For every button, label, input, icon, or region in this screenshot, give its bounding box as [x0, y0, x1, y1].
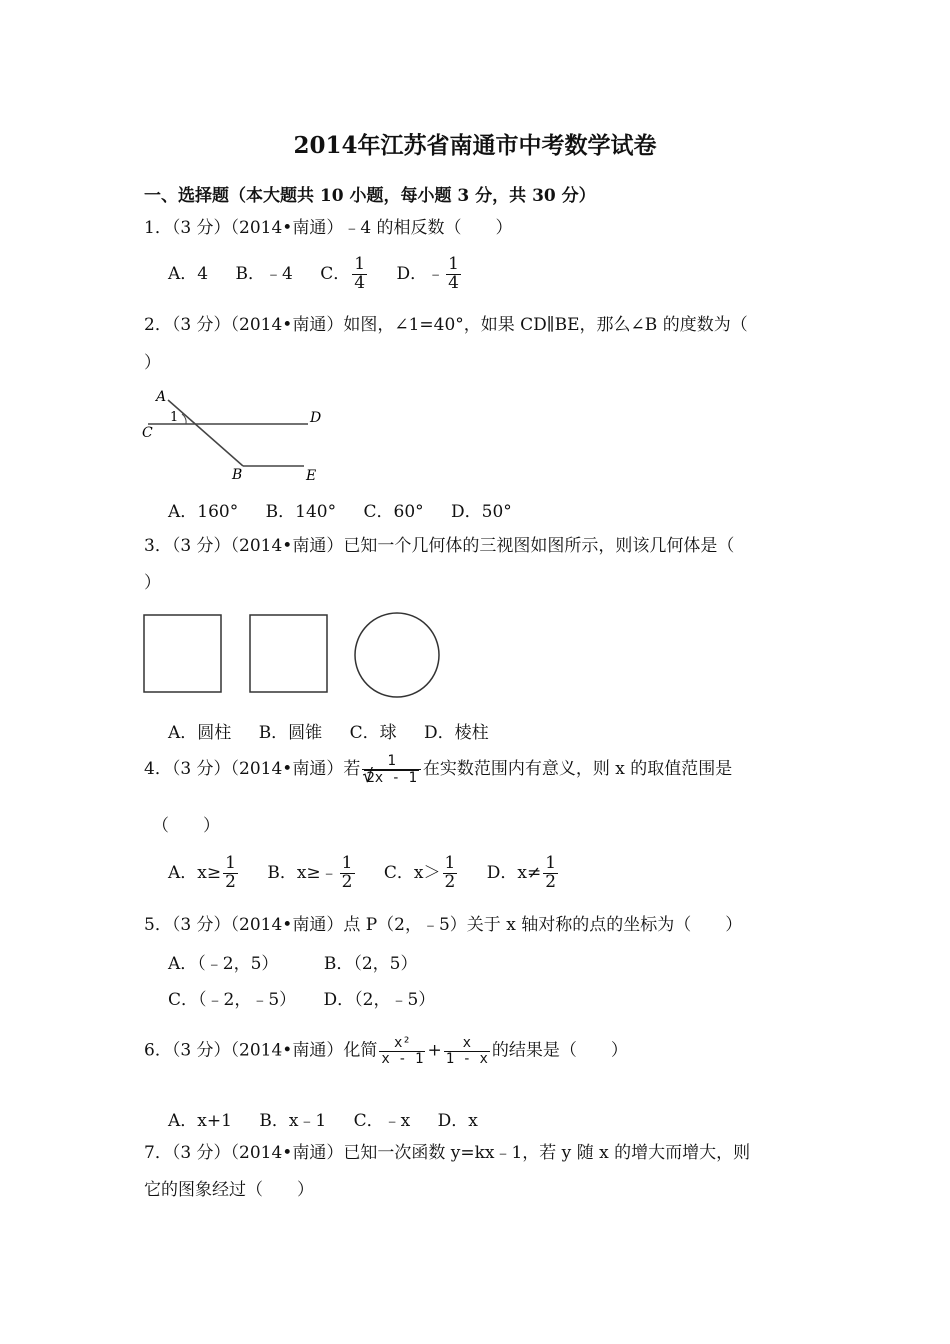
q2-option-c: C．60° — [363, 502, 424, 522]
question-5-options-row1 — [168, 949, 417, 974]
q1-option-a: A．4 — [168, 263, 209, 284]
question-5-stem: 5．（3 分）（2014•南通）点 P（2，﹣5）关于 x 轴对称的点的坐标为（ ） — [144, 915, 743, 935]
q2-option-d: D．50° — [451, 502, 512, 522]
fraction-numerator: 1 — [448, 254, 459, 274]
q1-option-b: B．﹣4 — [235, 263, 293, 284]
q6-option-b: B．x﹣1 — [259, 1111, 327, 1131]
fraction-numerator: x² — [379, 1036, 425, 1052]
half-fraction — [223, 855, 238, 892]
q1-option-c — [320, 254, 369, 293]
q4-option-a — [168, 853, 240, 892]
radicand: 2x - 1 — [366, 769, 417, 786]
fraction-denominator: 1 - x — [445, 1050, 488, 1067]
fraction-numerator: 1 — [354, 254, 366, 274]
q6-fraction-2 — [444, 1036, 490, 1066]
q2-parallel-lines-figure — [138, 384, 338, 488]
label-b: B — [232, 467, 243, 483]
q2-option-b: B．140° — [265, 502, 337, 522]
fraction-numerator: x — [444, 1036, 490, 1052]
q4-stem-suffix: 在实数范围内有意义，则 x 的取值范围是 — [422, 759, 733, 780]
question-2-options — [168, 497, 512, 522]
fraction-numerator: 1 — [444, 853, 456, 873]
question-5-options-row2 — [168, 985, 435, 1010]
q5-option-d: D．（2，﹣5） — [323, 990, 436, 1010]
q1-fraction-d — [446, 256, 461, 293]
question-4-stem — [144, 754, 732, 785]
plus-sign: + — [427, 1040, 442, 1061]
q4-stem-prefix: 4．（3 分）（2014•南通）若 — [144, 759, 361, 780]
q6-option-a: A．x+1 — [168, 1111, 232, 1131]
q4-option-d — [486, 853, 560, 892]
q1-option-d-label: D．﹣ — [396, 263, 445, 284]
half-fraction — [443, 855, 458, 892]
top-view-circle — [355, 613, 439, 697]
q4-option-c-label: C．x＞ — [383, 862, 441, 883]
question-4-stem-line2: （ ） — [152, 816, 220, 836]
question-1-stem: 1．（3 分）（2014•南通）﹣4 的相反数（ ） — [144, 218, 513, 238]
transversal-ab — [168, 400, 243, 466]
half-fraction — [543, 855, 558, 892]
q2-option-a: A．160° — [168, 502, 239, 522]
fraction-denominator: 4 — [354, 272, 366, 293]
q6-stem-prefix: 6．（3 分）（2014•南通）化简 — [144, 1040, 378, 1061]
question-4-options — [168, 855, 560, 892]
question-7-stem-line2: 它的图象经过（ ） — [144, 1180, 314, 1200]
half-fraction — [340, 855, 355, 892]
label-e: E — [306, 468, 317, 484]
question-3-stem-line1: 3．（3 分）（2014•南通）已知一个几何体的三视图如图所示，则该几何体是（ — [144, 536, 735, 556]
q3-option-d: D．棱柱 — [424, 723, 489, 743]
label-c: C — [142, 425, 153, 441]
q6-fraction-1 — [379, 1036, 425, 1066]
fraction-denominator: 2 — [341, 871, 353, 892]
q1-option-d — [396, 254, 462, 293]
question-2-stem-line1: 2．（3 分）（2014•南通）如图，∠1=40°，如果 CD∥BE，那么∠B 的度数为（ — [144, 315, 748, 335]
q6-option-d: D．x — [437, 1111, 478, 1131]
q5-option-c: C．（﹣2，﹣5） — [168, 990, 297, 1010]
label-angle-1: 1 — [170, 410, 179, 425]
fraction-numerator: 1 — [225, 853, 236, 873]
question-7-stem-line1: 7．（3 分）（2014•南通）已知一次函数 y=kx﹣1，若 y 随 x 的增大而增大，则 — [144, 1143, 751, 1163]
question-3-stem-line2: ） — [144, 573, 161, 593]
q5-option-b: B．（2，5） — [323, 954, 418, 974]
page-title: 2014年江苏省南通市中考数学试卷 — [293, 132, 657, 159]
q3-three-views-figure — [140, 610, 445, 702]
fraction-denominator: 2 — [545, 871, 557, 892]
question-6-stem — [144, 1036, 628, 1066]
q6-stem-suffix: 的结果是（ ） — [491, 1040, 628, 1061]
q5-option-a: A．（﹣2，5） — [168, 954, 279, 974]
fraction-numerator: 1 — [362, 754, 421, 770]
question-1-options — [168, 256, 463, 293]
q4-option-c — [383, 853, 459, 892]
question-3-options — [168, 718, 489, 743]
fraction-numerator: 1 — [341, 853, 353, 873]
q3-option-b: B．圆锥 — [258, 723, 323, 743]
q1-fraction-c — [352, 256, 367, 293]
square-root — [362, 770, 421, 786]
label-d: D — [310, 410, 322, 426]
fraction-denominator: 4 — [448, 272, 459, 293]
q3-option-c: C．球 — [349, 723, 397, 743]
q4-option-d-label: D．x≠ — [486, 862, 542, 883]
fraction-denominator: 2 — [225, 871, 236, 892]
label-a: A — [156, 389, 167, 405]
side-view-square — [250, 615, 327, 692]
q4-option-b-label: B．x≥﹣ — [267, 862, 338, 883]
q4-option-a-label: A．x≥ — [168, 862, 222, 883]
q6-option-c: C．﹣x — [353, 1111, 411, 1131]
front-view-square — [144, 615, 221, 692]
q1-option-c-label: C． — [320, 263, 351, 284]
question-6-options — [168, 1106, 478, 1131]
fraction-denominator: x - 1 — [381, 1050, 424, 1067]
question-2-stem-line2: ） — [144, 353, 161, 373]
q4-option-b — [267, 853, 356, 892]
fraction-denominator: 2 — [444, 871, 456, 892]
q3-option-a: A．圆柱 — [168, 723, 232, 743]
section-heading: 一、选择题（本大题共 10 小题，每小题 3 分，共 30 分） — [144, 186, 596, 206]
fraction-numerator: 1 — [545, 853, 557, 873]
q4-root-fraction — [362, 754, 421, 785]
